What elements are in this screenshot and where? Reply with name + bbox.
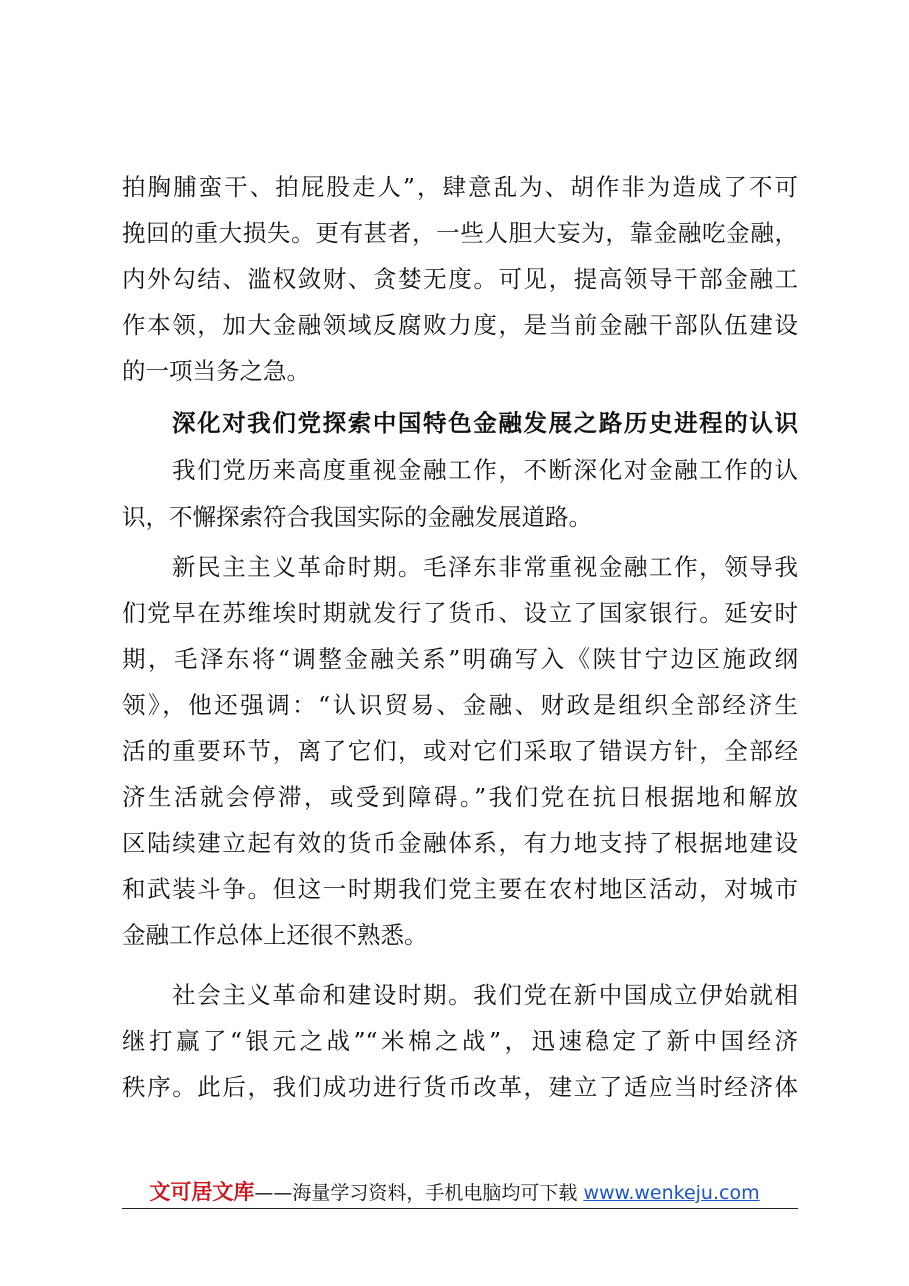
paragraph-2-line-1: 我们党历来高度重视金融工作，不断深化对金融工作的认 — [172, 456, 798, 484]
paragraph-3-line-6: 济生活就会停滞，或受到障碍。”我们党在抗日根据地和解放 — [122, 783, 798, 811]
page-footer — [0, 1178, 909, 1207]
paragraph-3-line-5: 活的重要环节，离了它们，或对它们采取了错误方针，全部经 — [122, 737, 798, 765]
paragraph-4-line-1: 社会主义革命和建设时期。我们党在新中国成立伊始就相 — [172, 981, 798, 1009]
footer-slogan: ——海量学习资料，手机电脑均可下载 — [254, 1182, 578, 1204]
paragraph-3-line-2: 们党早在苏维埃时期就发行了货币、设立了国家银行。延安时 — [122, 599, 798, 627]
paragraph-3-line-9: 金融工作总体上还很不熟悉。 — [122, 921, 428, 949]
paragraph-1-line-5: 的一项当务之急。 — [122, 357, 310, 385]
footer-brand: 文可居文库 — [149, 1180, 255, 1204]
footer-divider — [122, 1208, 798, 1209]
paragraph-3-line-8: 和武装斗争。但这一时期我们党主要在农村地区活动，对城市 — [122, 875, 798, 903]
paragraph-2-line-2: 识，不懈探索符合我国实际的金融发展道路。 — [122, 503, 592, 531]
paragraph-3-line-4: 领》，他还强调：“认识贸易、金融、财政是组织全部经济生 — [122, 691, 798, 719]
paragraph-1-line-4: 作本领，加大金融领域反腐败力度，是当前金融干部队伍建设 — [122, 311, 798, 339]
paragraph-3-line-3: 期，毛泽东将“调整金融关系”明确写入《陕甘宁边区施政纲 — [122, 645, 798, 673]
footer-url-link[interactable]: www.wenkeju.com — [583, 1182, 760, 1204]
paragraph-4-line-2: 继打赢了“银元之战”“米棉之战”，迅速稳定了新中国经济 — [122, 1027, 798, 1055]
paragraph-1-line-3: 内外勾结、滥权敛财、贪婪无度。可见，提高领导干部金融工 — [122, 265, 798, 293]
section-heading: 深化对我们党探索中国特色金融发展之路历史进程的认识 — [172, 409, 798, 437]
paragraph-3-line-1: 新民主主义革命时期。毛泽东非常重视金融工作，领导我 — [172, 553, 798, 581]
paragraph-4-line-3: 秩序。此后，我们成功进行货币改革，建立了适应当时经济体 — [122, 1073, 798, 1101]
paragraph-3-line-7: 区陆续建立起有效的货币金融体系，有力地支持了根据地建设 — [122, 829, 798, 857]
paragraph-1-line-1: 拍胸脯蛮干、拍屁股走人”，肆意乱为、胡作非为造成了不可 — [122, 173, 798, 201]
paragraph-1-line-2: 挽回的重大损失。更有甚者，一些人胆大妄为，靠金融吃金融， — [122, 219, 798, 247]
